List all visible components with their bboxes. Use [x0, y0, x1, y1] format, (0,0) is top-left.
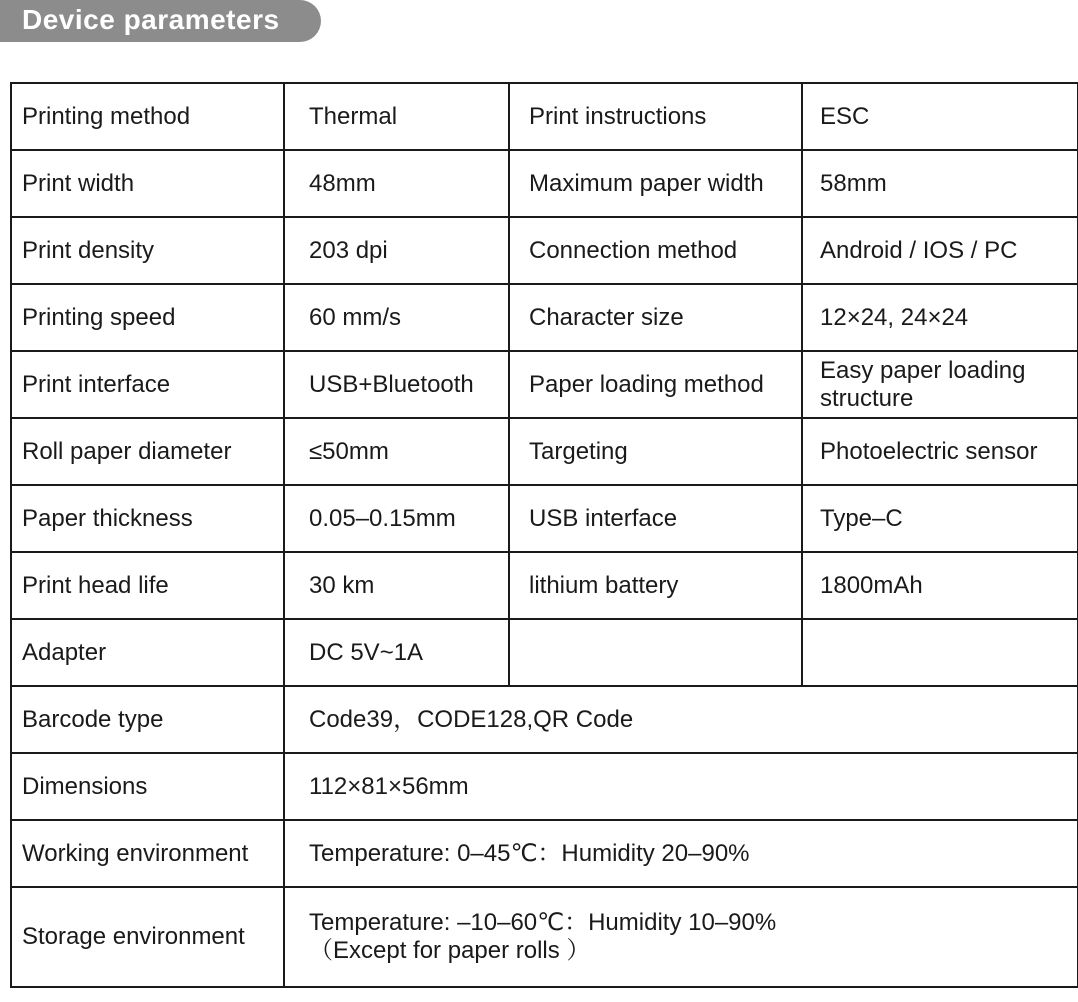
param-label: Print interface: [11, 351, 284, 418]
table-row: [11, 418, 1078, 485]
param-value: 58mm: [802, 150, 1078, 217]
param-value: DC 5V~1A: [284, 619, 509, 686]
param-value: 112×81×56mm: [284, 753, 1078, 820]
param-value: Easy paper loading structure: [802, 351, 1078, 418]
param-label: lithium battery: [509, 552, 802, 619]
param-value: 0.05–0.15mm: [284, 485, 509, 552]
param-value: ≤50mm: [284, 418, 509, 485]
table-row: [11, 619, 1078, 686]
param-value-line: Temperature: –10–60℃：Humidity 10–90%: [309, 909, 777, 937]
table-row: [11, 217, 1078, 284]
param-value: Type–C: [802, 485, 1078, 552]
param-label: Print width: [11, 150, 284, 217]
param-label: Paper thickness: [11, 485, 284, 552]
param-label: Print density: [11, 217, 284, 284]
param-label: Printing speed: [11, 284, 284, 351]
table-row: [11, 83, 1078, 150]
param-value: 1800mAh: [802, 552, 1078, 619]
param-value-empty: [802, 619, 1078, 686]
param-value: Thermal: [284, 83, 509, 150]
table-row: [11, 485, 1078, 552]
param-value-note: （Except for paper rolls ）: [309, 937, 591, 964]
param-label: Print head life: [11, 552, 284, 619]
table-row: [11, 686, 1078, 753]
page-title: Device parameters: [0, 0, 321, 42]
param-label: USB interface: [509, 485, 802, 552]
param-label: Printing method: [11, 83, 284, 150]
param-value: Android / IOS / PC: [802, 217, 1078, 284]
param-value: 48mm: [284, 150, 509, 217]
param-value: 203 dpi: [284, 217, 509, 284]
param-label: Targeting: [509, 418, 802, 485]
param-label: Roll paper diameter: [11, 418, 284, 485]
param-value: Photoelectric sensor: [802, 418, 1078, 485]
param-label: Paper loading method: [509, 351, 802, 418]
param-label: Connection method: [509, 217, 802, 284]
param-label: Maximum paper width: [509, 150, 802, 217]
param-label: Print instructions: [509, 83, 802, 150]
table-row: [11, 552, 1078, 619]
param-value: ESC: [802, 83, 1078, 150]
param-value: 60 mm/s: [284, 284, 509, 351]
table-row: [11, 150, 1078, 217]
param-label: Dimensions: [11, 753, 284, 820]
device-parameters-table: [10, 82, 1078, 988]
param-value: Temperature: 0–45℃：Humidity 20–90%: [284, 820, 1078, 887]
param-label: Storage environment: [11, 887, 284, 987]
param-value: 12×24, 24×24: [802, 284, 1078, 351]
table-row: [11, 887, 1078, 987]
param-label: Character size: [509, 284, 802, 351]
param-value: USB+Bluetooth: [284, 351, 509, 418]
param-value: 30 km: [284, 552, 509, 619]
param-label: Barcode type: [11, 686, 284, 753]
param-label-empty: [509, 619, 802, 686]
param-label: Adapter: [11, 619, 284, 686]
table-row: [11, 351, 1078, 418]
param-value: Code39，CODE128,QR Code: [284, 686, 1078, 753]
table-row: [11, 753, 1078, 820]
param-value: [284, 887, 1078, 987]
table-row: [11, 284, 1078, 351]
table-row: [11, 820, 1078, 887]
param-label: Working environment: [11, 820, 284, 887]
